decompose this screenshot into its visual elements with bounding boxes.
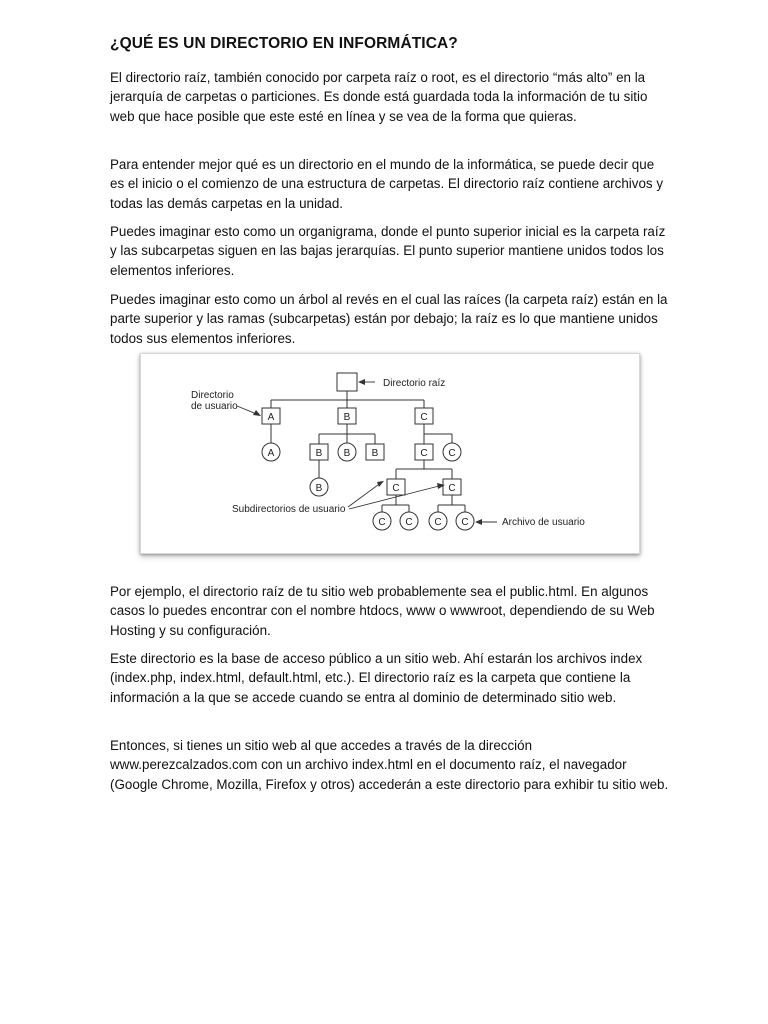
user-directory-label-line1: Directorio <box>191 390 234 401</box>
node-letter-c: C <box>461 517 469 528</box>
node-letter-c: C <box>378 517 386 528</box>
node-letter-b: B <box>343 448 351 459</box>
paragraph-root-definition: El directorio raíz, también conocido por carpeta raíz o root, es el directorio “más alto” en la jerarquía de carpetas o particiones. Es donde está guardada toda la información de tu sitio web que hace posible que este esté en línea y se vea de la forma que quieras. <box>110 70 648 124</box>
directory-tree-figure <box>140 353 640 554</box>
root-directory-label: Directorio raíz <box>383 378 446 389</box>
node-letter-b: B <box>343 412 351 423</box>
document-title: ¿QUÉ ES UN DIRECTORIO EN INFORMÁTICA? <box>110 35 458 52</box>
node-letter-c: C <box>434 517 442 528</box>
node-letter-a: A <box>267 412 275 423</box>
paragraph-public-access: Este directorio es la base de acceso público a un sitio web. Ahí estarán los archivos index (index.php, index.html, default.html, etc.). El directorio raíz es la carpeta que contiene la información a la que se accede cuando se entra al dominio de determinado sitio web. <box>110 651 643 705</box>
node-letter-c: C <box>405 517 413 528</box>
node-letter-c: C <box>420 412 428 423</box>
user-file-label: Archivo de usuario <box>502 517 585 528</box>
paragraph-directory-concept: Para entender mejor qué es un directorio en el mundo de la informática, se puede decir que es el inicio o el comienzo de una estructura de carpetas. El directorio raíz contiene archivos y todas las demás carpetas en la unidad. <box>110 157 664 211</box>
node-letter-c: C <box>420 448 428 459</box>
node-letter-b: B <box>315 448 323 459</box>
user-subdirectories-label: Subdirectorios de usuario <box>232 504 346 515</box>
subdirs-arrow-left <box>348 482 382 507</box>
root-directory-node <box>337 373 357 391</box>
paragraph-example-public-html: Por ejemplo, el directorio raíz de tu sitio web probablemente sea el public.html. En algunos casos lo puedes encontrar con el nombre htdocs, www o wwwroot, dependiendo de su Web Hosting y su configuración. <box>110 584 655 638</box>
directory-tree-diagram <box>141 354 641 555</box>
node-letter-c: C <box>448 448 456 459</box>
node-letter-c: C <box>448 483 456 494</box>
paragraph-upside-down-tree: Puedes imaginar esto como un árbol al revés en el cual las raíces (la carpeta raíz) están en la parte superior y las ramas (subcarpetas) están por debajo; la raíz es lo que mantiene unidos todos sus elementos inferiores. <box>110 292 668 346</box>
user-directory-label-line2: de usuario <box>191 401 238 412</box>
paragraph-org-chart: Puedes imaginar esto como un organigrama, donde el punto superior inicial es la carpeta raíz y las subcarpetas siguen en las bajas jerarquías. El punto superior mantiene unidos todos los elementos inferiores. <box>110 224 666 278</box>
node-letter-c: C <box>392 483 400 494</box>
node-letter-b: B <box>371 448 379 459</box>
node-letter-a: A <box>267 448 275 459</box>
paragraph-browser-access: Entonces, si tienes un sitio web al que accedes a través de la dirección www.perezcalzados.com con un archivo index.html en el documento raíz, el navegador (Google Chrome, Mozilla, Firefox y otros) accederán a este directorio para exhibir tu sitio web. <box>110 738 669 792</box>
node-letter-b: B <box>315 483 323 494</box>
